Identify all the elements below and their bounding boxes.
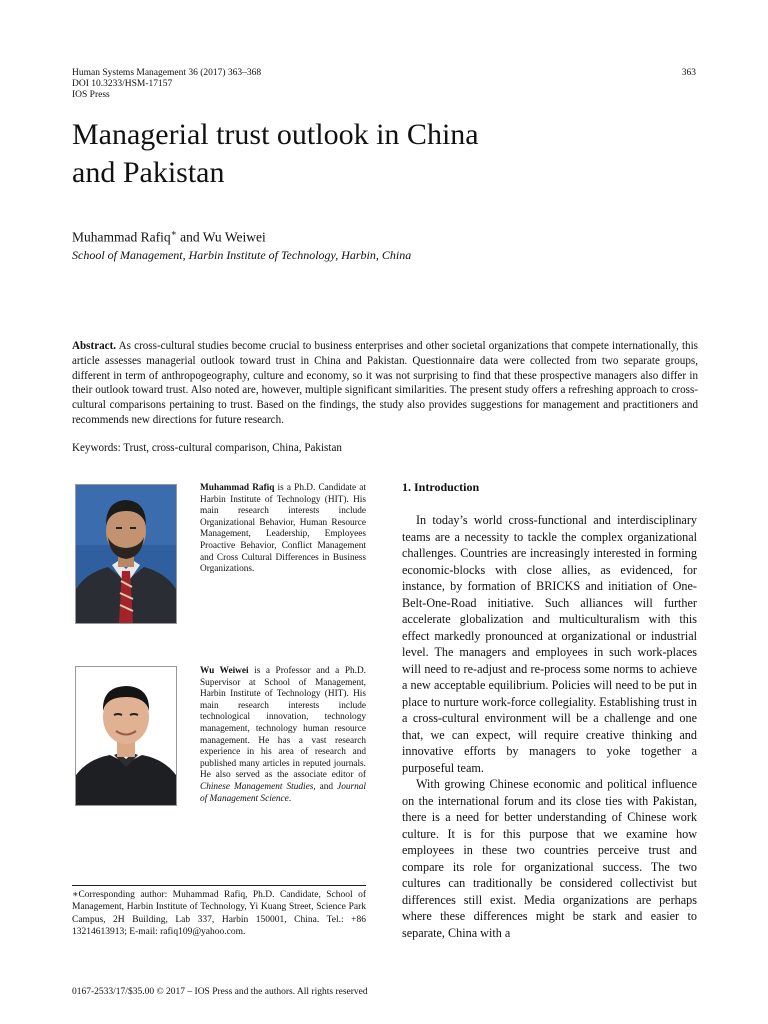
footnote-divider bbox=[72, 885, 366, 886]
abstract bbox=[72, 339, 698, 428]
abstract-label: Abstract. bbox=[72, 340, 117, 352]
bio-wu-text: is a Professor and a Ph.D. Supervisor at School of Management, Harbin Institute of Technology (HIT). His main research interests include technological innovation, technology management, technology human resource management. He has a vast research experience in his area of research and published many articles in reputed journals. He also served as the associate editor of bbox=[200, 666, 367, 781]
bio-rafiq-text: is a Ph.D. Candidate at Harbin Institute of Technology (HIT). His main research interests include Organizational Behavior, Human Resource Management, Leadership, Employees Proactive Behavior, Conflict Management and Cross Cultural Differences in Business Organizations. bbox=[200, 483, 367, 575]
bio-wu-and: , and bbox=[313, 781, 338, 792]
portrait-rafiq-image bbox=[76, 485, 176, 623]
page-number: 363 bbox=[681, 68, 696, 78]
body-paragraph-1: In today’s world cross-functional and interdisciplinary teams are a necessity to tackle the complex organizational challenges. Countries are increasingly interested in forming economic-blocks with close allies, as evidenced, for instance, by formation of BRICKS and initiation of One-Belt-One-Road initiative. Such alliances will further accelerate globalization and multiculturalism with this effect markedly pronounced at organizational or industrial level. The managers and employees in such work-places will need to re-adjust and re-process some norms to achieve a new acceptable equilibrium. Policies will need to be put in place to nurture work-force collegiality. Establishing trust in a cross-cultural environment will be a challenge and one that, we can expect, will require creative thinking and innovative efforts by managers to yoke together a purposeful team. bbox=[402, 513, 697, 775]
bio-wu-name: Wu Weiwei bbox=[200, 666, 249, 676]
portrait-wu-image bbox=[76, 667, 176, 805]
bio-wu-journal-1: Chinese Management Studies bbox=[200, 781, 314, 792]
journal-header bbox=[72, 68, 261, 101]
keywords: Keywords: Trust, cross-cultural comparison, China, Pakistan bbox=[72, 442, 342, 454]
doi-line: DOI 10.3233/HSM-17157 bbox=[72, 79, 173, 89]
author-rafiq: Muhammad Rafiq bbox=[72, 229, 171, 245]
abstract-text: As cross-cultural studies become crucial to business enterprises and other societal organizations that compete internationally, this article assesses managerial outlook toward trust in China and Pakistan. Questionnaire data were collected from two separate groups, different in term of anthropogeography, culture and economy, so it was not surprising to find that these prospective managers also differ in their outlook toward trust. Also noted are, however, multiple significant similarities. The present study offers a refreshing approach to cross-cultural comparisons pertaining to trust. Based on the findings, the study also provides suggestions for management and practitioners and recommends new directions for future research. bbox=[72, 340, 698, 426]
corresponding-author-footnote: ∗Corresponding author: Muhammad Rafiq, Ph.D. Candidate, School of Management, Harbin Institute of Technology, Yi Kuang Street, Science Park Campus, 2H Building, Lab 337, Harbin 150001, China. Tel.: +86 13214613913; E-mail: rafiq109@yahoo.com. bbox=[72, 890, 366, 937]
publisher-line: IOS Press bbox=[72, 90, 110, 100]
body-text bbox=[402, 512, 697, 941]
corresponding-marker: ∗ bbox=[170, 228, 177, 238]
author-photo-rafiq bbox=[75, 484, 177, 624]
section-heading-introduction: 1. Introduction bbox=[402, 480, 480, 494]
bio-wu bbox=[200, 666, 366, 805]
title-line-2: and Pakistan bbox=[72, 156, 225, 189]
body-paragraph-2: With growing Chinese economic and political influence on the international forum and its close ties with Pakistan, there is a need for better understanding of Chinese work culture. It is for this purpose that we examine how employees in these two countries perceive trust and compare its role for organizational success. The two cultures can traditionally be considered collectivist but differences still exist. Media organizations are perhaps where these differences might be stark and easier to separate, China with a bbox=[402, 777, 697, 940]
paper-title bbox=[72, 116, 632, 192]
author-wu: and Wu Weiwei bbox=[176, 229, 266, 245]
bio-rafiq bbox=[200, 483, 366, 576]
bio-wu-journal-2: Journal of Management Science bbox=[200, 781, 366, 804]
author-photo-wu bbox=[75, 666, 177, 806]
bio-wu-end: . bbox=[288, 793, 292, 804]
affiliation: School of Management, Harbin Institute of Technology, Harbin, China bbox=[72, 248, 412, 262]
copyright-line: 0167-2533/17/$35.00 © 2017 – IOS Press and the authors. All rights reserved bbox=[72, 987, 368, 997]
author-list bbox=[72, 228, 266, 246]
bio-rafiq-name: Muhammad Rafiq bbox=[200, 483, 275, 493]
title-line-1: Managerial trust outlook in China bbox=[72, 118, 479, 151]
journal-line: Human Systems Management 36 (2017) 363–368 bbox=[72, 68, 262, 78]
